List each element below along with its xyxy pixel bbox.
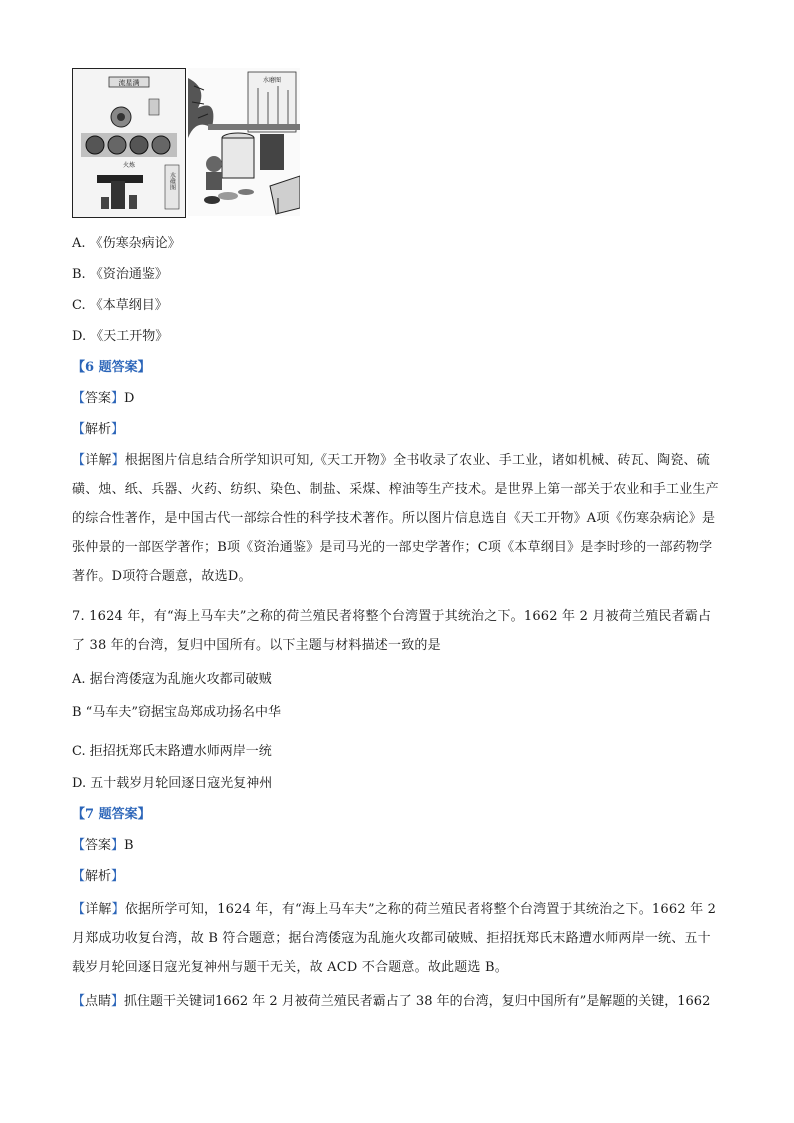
q7-answer-header: 【7 题答案】 (72, 807, 151, 822)
q6-answer-header-text: 6 题答案 (85, 360, 138, 375)
q7-answer-value: B (124, 838, 134, 853)
q7-option-a: A. 据台湾倭寇为乱施火攻都司破贼 (72, 672, 272, 687)
q6-answer: 【答案】D (72, 391, 135, 406)
q6-answer-value: D (124, 391, 135, 406)
q6-detail-label: 详解 (85, 453, 112, 468)
q6-analysis-label: 解析 (85, 422, 112, 437)
right-illustration-panel (188, 68, 300, 216)
workshop-scene-icon (188, 68, 300, 216)
q7-analysis-label: 解析 (85, 869, 112, 884)
q7-stem: 7. 1624 年，有“海上马车夫”之称的荷兰殖民者将整个台湾置于其统治之下。1662 年 2 月被荷兰殖民者霸占了 38 年的台湾，复归中国所有。以下主题与材料描述一致的是 (72, 609, 712, 653)
q6-option-d: D. 《天工开物》 (72, 329, 169, 344)
left-figure-side-text: 水碓图 (168, 172, 176, 190)
q7-analysis-heading: 【解析】 (72, 869, 125, 884)
q7-option-d: D. 五十载岁月轮回逐日寇光复神州 (72, 776, 273, 791)
q6-detail: 【详解】根据图片信息结合所学知识可知,《天工开物》全书收录了农业、手工业，诸如机械、砖瓦、陶瓷、硫磺、烛、纸、兵器、火药、纺织、染色、制盐、采煤、榨油等生产技术。是世界上第一部关于农业和手工业生产的综合性著作，是中国古代一部综合性的科学技术著作。所以图片信息选自《天工开物》A项《伤寒杂病论》是张仲景的一部医学著作；B项《资治通鉴》是司马光的一部史学著作；C项《本草纲目》是李时珍的一部药物学著作。D项符合题意，故选D。 (72, 453, 719, 584)
left-figure-title: 流星满 (118, 79, 140, 87)
q6-detail-text: 根据图片信息结合所学知识可知,《天工开物》全书收录了农业、手工业，诸如机械、砖瓦、陶瓷、硫磺、烛、纸、兵器、火药、纺织、染色、制盐、采煤、榨油等生产技术。是世界上第一部关于农业和手工业生产的综合性著作，是中国古代一部综合性的科学技术著作。所以图片信息选自《天工开物》A项《伤寒杂病论》是张仲景的一部医学著作；B项《资治通鉴》是司马光的一部史学著作；C项《本草纲目》是李时珍的一部药物学著作。D项符合题意，故选D。 (72, 453, 719, 584)
q6-answer-header: 【6 题答案】 (72, 360, 151, 375)
q7-detail: 【详解】依据所学可知，1624 年，有“海上马车夫”之称的荷兰殖民者将整个台湾置于其统治之下。1662 年 2 月郑成功收复台湾，故 B 符合题意；据台湾倭寇为乱施火攻都司破贼、拒招抚郑氏末路遭水师两岸一统、五十载岁月轮回逐日寇光复神州与题干无关，故 ACD 不合题意。故此题选 B。 (72, 902, 717, 975)
q6-analysis-heading: 【解析】 (72, 422, 125, 437)
q7-tip-text: 抓住题干关键词1662 年 2 月被荷兰殖民者霸占了 38 年的台湾，复归中国所有”是解题的关键，1662 (124, 994, 711, 1009)
tiangong-kaiwu-illustration (72, 68, 300, 218)
q7-option-c: C. 拒招抚郑氏末路遭水师两岸一统 (72, 744, 272, 759)
left-figure-caption: 火炼 (122, 162, 136, 169)
q7-detail-label: 详解 (85, 902, 112, 917)
left-illustration-panel (72, 68, 186, 218)
q6-answer-label: 答案 (85, 391, 112, 406)
q6-option-b: B. 《资治通鉴》 (72, 267, 168, 282)
q7-tip-label: 点睛 (85, 994, 112, 1009)
q7-answer-label: 答案 (85, 838, 112, 853)
q7-detail-text: 依据所学可知，1624 年，有“海上马车夫”之称的荷兰殖民者将整个台湾置于其统治之下。1662 年 2 月郑成功收复台湾，故 B 符合题意；据台湾倭寇为乱施火攻都司破贼、拒招抚郑氏末路遭水师两岸一统、五十载岁月轮回逐日寇光复神州与题干无关，故 ACD 不合题意。故此题选 B。 (72, 902, 717, 975)
q7-option-b: B “马车夫”窃据宝岛郑成功扬名中华 (72, 705, 281, 720)
q7-answer-header-text: 7 题答案 (85, 807, 138, 822)
q7-tip: 【点睛】抓住题干关键词1662 年 2 月被荷兰殖民者霸占了 38 年的台湾，复归中国所有”是解题的关键，1662 (72, 994, 711, 1009)
q7-answer: 【答案】B (72, 838, 134, 853)
right-figure-title: 水磨图 (262, 77, 282, 84)
furnace-diagram-icon (73, 69, 185, 217)
q6-option-c: C. 《本草纲目》 (72, 298, 168, 313)
q6-option-a: A. 《伤寒杂病论》 (72, 236, 181, 251)
